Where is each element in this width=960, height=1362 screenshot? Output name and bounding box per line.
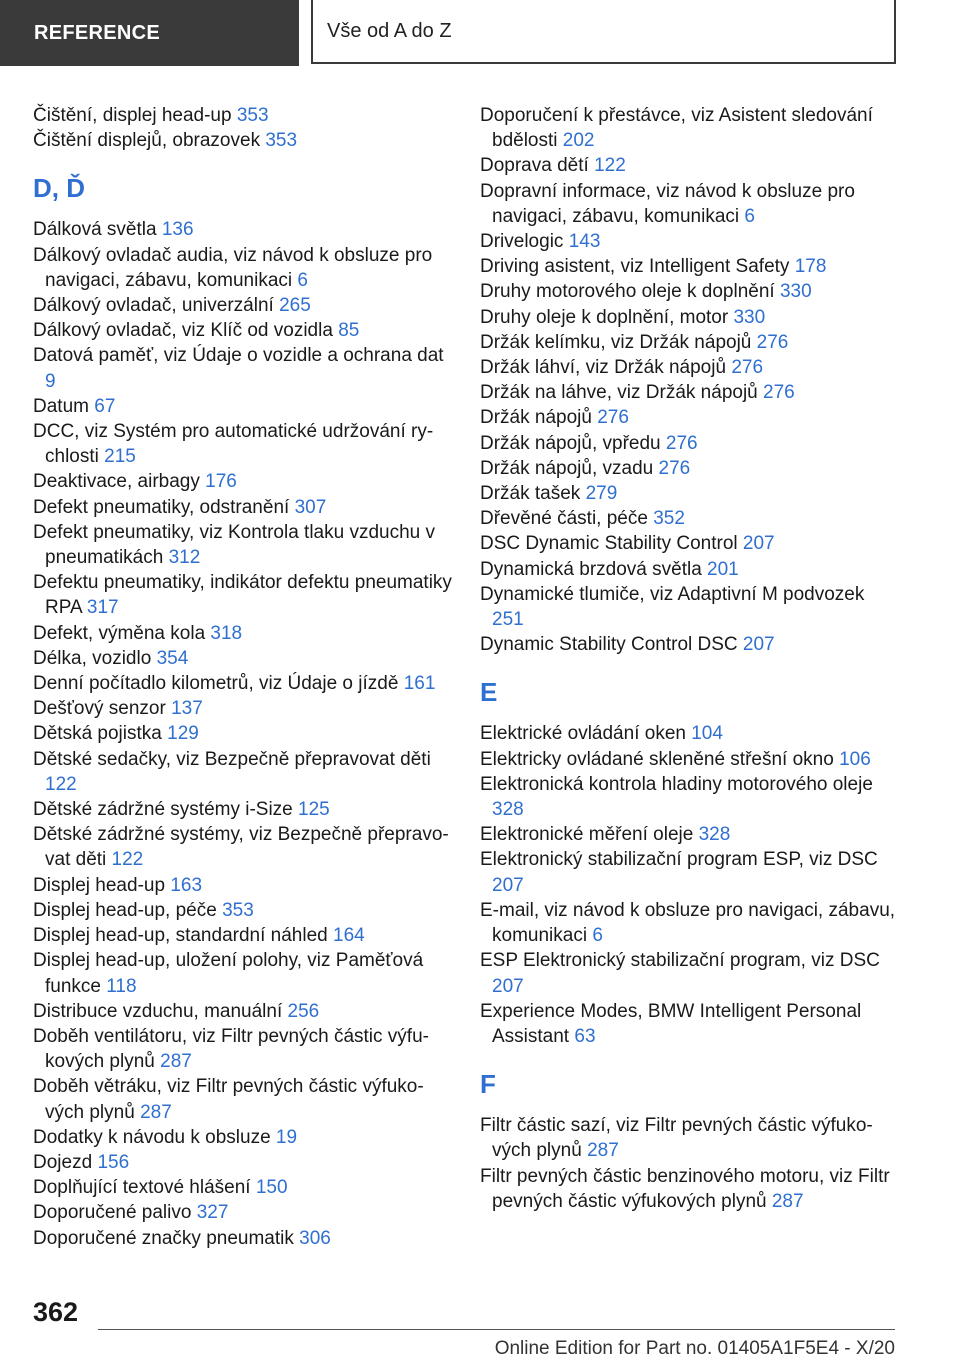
index-entry	[33, 898, 453, 923]
index-entry	[33, 999, 453, 1024]
index-entry-text: Dětské zádržné systémy i-Size	[33, 799, 293, 821]
index-entry	[33, 1175, 453, 1200]
index-entry	[480, 632, 900, 657]
index-entry-text: Čištění, displej head-up	[33, 105, 232, 126]
page-reference-link[interactable]: 63	[574, 1025, 596, 1047]
page-reference-link[interactable]: 161	[403, 673, 436, 695]
index-entry-text: Deaktivace, airbagy	[33, 471, 200, 493]
page-reference-link[interactable]: 276	[756, 331, 789, 353]
index-entry-text: Doplňující textové hlášení	[33, 1177, 251, 1199]
index-entry-text: Držák láhví, viz Držák nápojů	[480, 357, 727, 379]
page-reference-link[interactable]: 207	[742, 634, 775, 656]
index-entry	[480, 747, 900, 772]
page-reference-link[interactable]: 352	[653, 508, 685, 530]
page-reference-link[interactable]: 327	[196, 1202, 229, 1224]
index-entry	[33, 570, 453, 620]
page-reference-link[interactable]: 287	[587, 1140, 619, 1162]
index-entry	[480, 456, 900, 481]
index-entry-text: Displej head-up, standardní náhled	[33, 925, 328, 947]
page-reference-link[interactable]: 6	[744, 205, 755, 227]
index-entry-text: Držák na láhve, viz Držák nápojů	[480, 382, 758, 404]
index-entry	[480, 305, 900, 330]
index-entry	[480, 506, 900, 531]
index-entry-text: Dojezd	[33, 1151, 93, 1173]
page-reference-link[interactable]: 306	[299, 1227, 331, 1249]
page-reference-link[interactable]: 122	[594, 155, 626, 177]
index-entry	[480, 582, 900, 632]
index-entry	[480, 1113, 900, 1163]
section-tab[interactable]: REFERENCE	[0, 0, 299, 66]
page-reference-link[interactable]: 207	[492, 874, 524, 896]
index-entry-text: Defekt pneumatiky, viz Kontrola tlaku vzduchu v pneumatikách	[33, 521, 436, 569]
page-reference-link[interactable]: 307	[294, 496, 327, 518]
page-reference-link[interactable]: 122	[45, 773, 77, 795]
index-entry-text: Čištění displejů, obrazovek	[33, 130, 261, 152]
index-entry	[480, 103, 900, 153]
index-entry-text: Dopravní informace, viz návod k obsluze pro navigaci, zábavu, komunikaci	[480, 180, 855, 227]
index-letter-heading: E	[480, 677, 498, 708]
index-entry	[33, 495, 453, 520]
index-entry	[33, 696, 453, 721]
index-entry-text: Drivelogic	[480, 231, 564, 253]
index-entry-text: Dřevěné části, péče	[480, 508, 648, 530]
index-entry	[480, 481, 900, 506]
page-reference-link[interactable]: 19	[275, 1126, 298, 1148]
index-entry-text: Držák kelímku, viz Držák nápojů	[480, 331, 752, 353]
index-entry-text: Driving asistent, viz Intelligent Safety	[480, 256, 790, 278]
index-entry	[480, 847, 900, 897]
page-reference-link[interactable]: 122	[111, 849, 144, 871]
index-entry-text: Doběh větráku, viz Filtr pevných částic výfukových plynů	[33, 1076, 424, 1123]
page-reference-link[interactable]: 353	[236, 105, 269, 126]
index-entry-text: Doporučené značky pneumatik	[33, 1227, 294, 1249]
index-entry	[480, 380, 900, 405]
index-entry-text: Dešťový senzor	[33, 698, 166, 720]
index-entry-text: Dálková světla	[33, 219, 157, 241]
index-entry	[33, 469, 453, 494]
index-entry-text: Dodatky k návodu k obsluze	[33, 1126, 271, 1148]
index-entry-text: DSC Dynamic Stability Control	[480, 533, 738, 555]
page-reference-link[interactable]: 85	[338, 320, 360, 342]
index-entry	[33, 419, 453, 469]
index-entry	[33, 1150, 453, 1175]
index-entry-text: Datum	[33, 395, 89, 417]
index-entry-text: Displej head-up, péče	[33, 899, 217, 921]
index-entry-text: ESP Elektronický stabilizační program, viz DSC	[480, 950, 880, 972]
index-entry	[33, 923, 453, 948]
index-entry-text: DCC, viz Systém pro automatické udržování rychlosti	[33, 421, 434, 468]
page-reference-link[interactable]: 207	[492, 975, 524, 997]
index-entry	[33, 318, 453, 343]
index-entry-text: Držák tašek	[480, 483, 581, 505]
page-reference-link[interactable]: 317	[86, 597, 119, 619]
page-reference-link[interactable]: 202	[562, 130, 595, 152]
page-reference-link[interactable]: 156	[97, 1151, 130, 1173]
page-reference-link[interactable]: 256	[287, 1000, 320, 1022]
page-reference-link[interactable]: 163	[170, 874, 203, 896]
page-reference-link[interactable]: 251	[492, 609, 524, 631]
index-column-right	[480, 103, 900, 1214]
page-number: 362	[33, 1297, 79, 1327]
page-reference-link[interactable]: 136	[161, 219, 194, 241]
index-entry-text: Dětské zádržné systémy, viz Bezpečně přepravovat děti	[33, 824, 449, 871]
index-entry-text: Denní počítadlo kilometrů, viz Údaje o jízdě	[33, 673, 399, 695]
index-entry	[480, 355, 900, 380]
page-reference-link[interactable]: 353	[265, 130, 298, 152]
index-entry	[33, 1074, 453, 1124]
index-entry	[480, 153, 900, 178]
index-entry-text: Dynamic Stability Control DSC	[480, 634, 738, 656]
index-entry	[33, 671, 453, 696]
page-reference-link[interactable]: 287	[140, 1101, 172, 1123]
page-reference-link[interactable]: 118	[106, 975, 137, 997]
index-entry	[480, 822, 900, 847]
index-entry-text: Elektronický stabilizační program ESP, viz DSC	[480, 849, 878, 871]
page-reference-link[interactable]: 215	[104, 446, 136, 468]
page-reference-link[interactable]: 129	[167, 723, 199, 745]
index-entry-text: Datová paměť, viz Údaje o vozidle a ochrana dat	[33, 345, 444, 367]
index-entry	[480, 721, 900, 746]
index-entry-text: Elektrické ovládání oken	[480, 723, 686, 745]
index-entry-text: Filtr pevných částic benzinového motoru, viz Filtr pevných částic výfukových plynů	[480, 1165, 890, 1212]
footer-divider	[98, 1329, 895, 1330]
index-entry-text: Dynamická brzdová světla	[480, 558, 702, 580]
index-entry	[33, 103, 453, 128]
page-reference-link[interactable]: 176	[205, 471, 237, 493]
index-entry-text: Dětské sedačky, viz Bezpečně přepravovat děti	[33, 748, 431, 770]
page-reference-link[interactable]: 137	[171, 698, 203, 720]
index-entry	[33, 646, 453, 671]
index-entry-text: Držák nápojů, vzadu	[480, 457, 654, 479]
chapter-title: Vše od A do Z	[311, 0, 896, 64]
index-entry	[33, 747, 453, 797]
index-entry	[33, 217, 453, 242]
index-entry	[33, 621, 453, 646]
index-entry-text: Elektronické měření oleje	[480, 824, 694, 846]
page-reference-link[interactable]: 106	[839, 748, 871, 770]
index-entry	[480, 229, 900, 254]
page-reference-link[interactable]: 178	[794, 256, 827, 278]
index-entry	[33, 128, 453, 153]
page-header	[0, 0, 960, 66]
page-reference-link[interactable]: 201	[707, 558, 739, 580]
index-entry-text: Doběh ventilátoru, viz Filtr pevných částic výfukových plynů	[33, 1025, 429, 1073]
index-entry	[33, 394, 453, 419]
page-reference-link[interactable]: 6	[592, 925, 603, 947]
index-entry	[33, 293, 453, 318]
index-entry-text: Displej head-up	[33, 874, 166, 896]
page-reference-link[interactable]: 330	[733, 306, 766, 328]
index-entry	[480, 405, 900, 430]
page-reference-link[interactable]: 67	[94, 395, 116, 417]
index-entry-text: Dálkový ovladač, univerzální	[33, 295, 274, 317]
index-entry	[33, 822, 453, 872]
page-reference-link[interactable]: 279	[585, 483, 618, 505]
index-entry-text: Dynamické tlumiče, viz Adaptivní M podvozek	[480, 583, 865, 605]
index-entry	[33, 243, 453, 293]
index-entry	[480, 330, 900, 355]
index-entry	[33, 948, 453, 998]
index-entry-text: Displej head-up, uložení polohy, viz Paměťová funkce	[33, 950, 424, 997]
index-entry	[33, 520, 453, 570]
index-entry-text: Defekt, výměna kola	[33, 622, 206, 644]
index-entry-text: Druhy motorového oleje k doplnění	[480, 281, 775, 303]
index-entry	[33, 1226, 453, 1251]
page-reference-link[interactable]: 6	[297, 269, 308, 291]
index-entry	[33, 1024, 453, 1074]
index-entry	[33, 1200, 453, 1225]
index-entry	[33, 721, 453, 746]
index-column-left	[33, 103, 453, 1251]
index-entry-text: Defekt pneumatiky, odstranění	[33, 496, 290, 518]
index-entry	[480, 557, 900, 582]
index-entry-text: Dětská pojistka	[33, 723, 162, 745]
index-entry	[480, 279, 900, 304]
page-reference-link[interactable]: 265	[279, 295, 311, 317]
page-reference-link[interactable]: 276	[731, 357, 764, 379]
index-entry-text: Distribuce vzduchu, manuální	[33, 1000, 283, 1022]
index-entry	[33, 1125, 453, 1150]
index-letter-heading: D, Ď	[33, 173, 85, 204]
index-entry	[33, 797, 453, 822]
page-reference-link[interactable]: 276	[763, 382, 795, 404]
page-reference-link[interactable]: 354	[156, 647, 189, 669]
page-reference-link[interactable]: 287	[160, 1051, 192, 1073]
index-entry-text: Defektu pneumatiky, indikátor defektu pneumatiky RPA	[33, 572, 452, 619]
index-entry-text: Držák nápojů	[480, 407, 592, 429]
page-reference-link[interactable]: 287	[771, 1190, 804, 1212]
index-entry-text: Elektronická kontrola hladiny motorového oleje	[480, 773, 873, 795]
index-entry	[480, 772, 900, 822]
edition-note: Online Edition for Part no. 01405A1F5E4 - X/20	[494, 1338, 895, 1359]
index-entry-text: Elektricky ovládané skleněné střešní okno	[480, 748, 834, 770]
index-entry-text: Doprava dětí	[480, 155, 589, 177]
page-reference-link[interactable]: 276	[597, 407, 629, 429]
index-entry-text: Filtr částic sazí, viz Filtr pevných částic výfukových plynů	[480, 1115, 873, 1162]
index-entry-text: Experience Modes, BMW Intelligent Personal Assistant	[480, 1000, 862, 1047]
page-reference-link[interactable]: 125	[298, 799, 330, 821]
page-reference-link[interactable]: 328	[492, 799, 524, 821]
index-entry	[480, 1164, 900, 1214]
index-entry-text: Doporučení k přestávce, viz Asistent sledování bdělosti	[480, 105, 873, 152]
index-entry	[480, 531, 900, 556]
page-reference-link[interactable]: 150	[255, 1177, 288, 1199]
page-reference-link[interactable]: 328	[698, 824, 731, 846]
page-reference-link[interactable]: 104	[691, 723, 723, 745]
index-entry-text: Délka, vozidlo	[33, 647, 152, 669]
index-entry-text: Držák nápojů, vpředu	[480, 432, 661, 454]
page-reference-link[interactable]: 353	[222, 899, 254, 921]
index-entry	[33, 873, 453, 898]
index-entry	[33, 343, 453, 393]
index-entry	[480, 898, 900, 948]
page-reference-link[interactable]: 276	[658, 457, 691, 479]
page-reference-link[interactable]: 143	[568, 231, 601, 253]
index-letter-heading: F	[480, 1069, 496, 1100]
index-entry-text: Druhy oleje k doplnění, motor	[480, 306, 729, 328]
page-reference-link[interactable]: 318	[210, 622, 243, 644]
index-entry	[480, 948, 900, 998]
page-reference-link[interactable]: 312	[168, 547, 201, 569]
index-entry-text: Dálkový ovladač audia, viz návod k obsluze pro navigaci, zábavu, komunikaci	[33, 244, 433, 291]
index-entry	[480, 179, 900, 229]
page-reference-link[interactable]: 164	[333, 925, 365, 947]
index-entry-text: E-mail, viz návod k obsluze pro navigaci, zábavu, komunikaci	[480, 899, 896, 947]
index-entry	[480, 431, 900, 456]
index-entry	[480, 254, 900, 279]
index-entry	[480, 999, 900, 1049]
page-reference-link[interactable]: 207	[742, 533, 775, 555]
index-entry-text: Doporučené palivo	[33, 1202, 192, 1224]
page-reference-link[interactable]: 330	[779, 281, 812, 303]
page-reference-link[interactable]: 9	[45, 370, 56, 392]
page-reference-link[interactable]: 276	[665, 432, 698, 454]
index-entry-text: Dálkový ovladač, viz Klíč od vozidla	[33, 320, 333, 342]
